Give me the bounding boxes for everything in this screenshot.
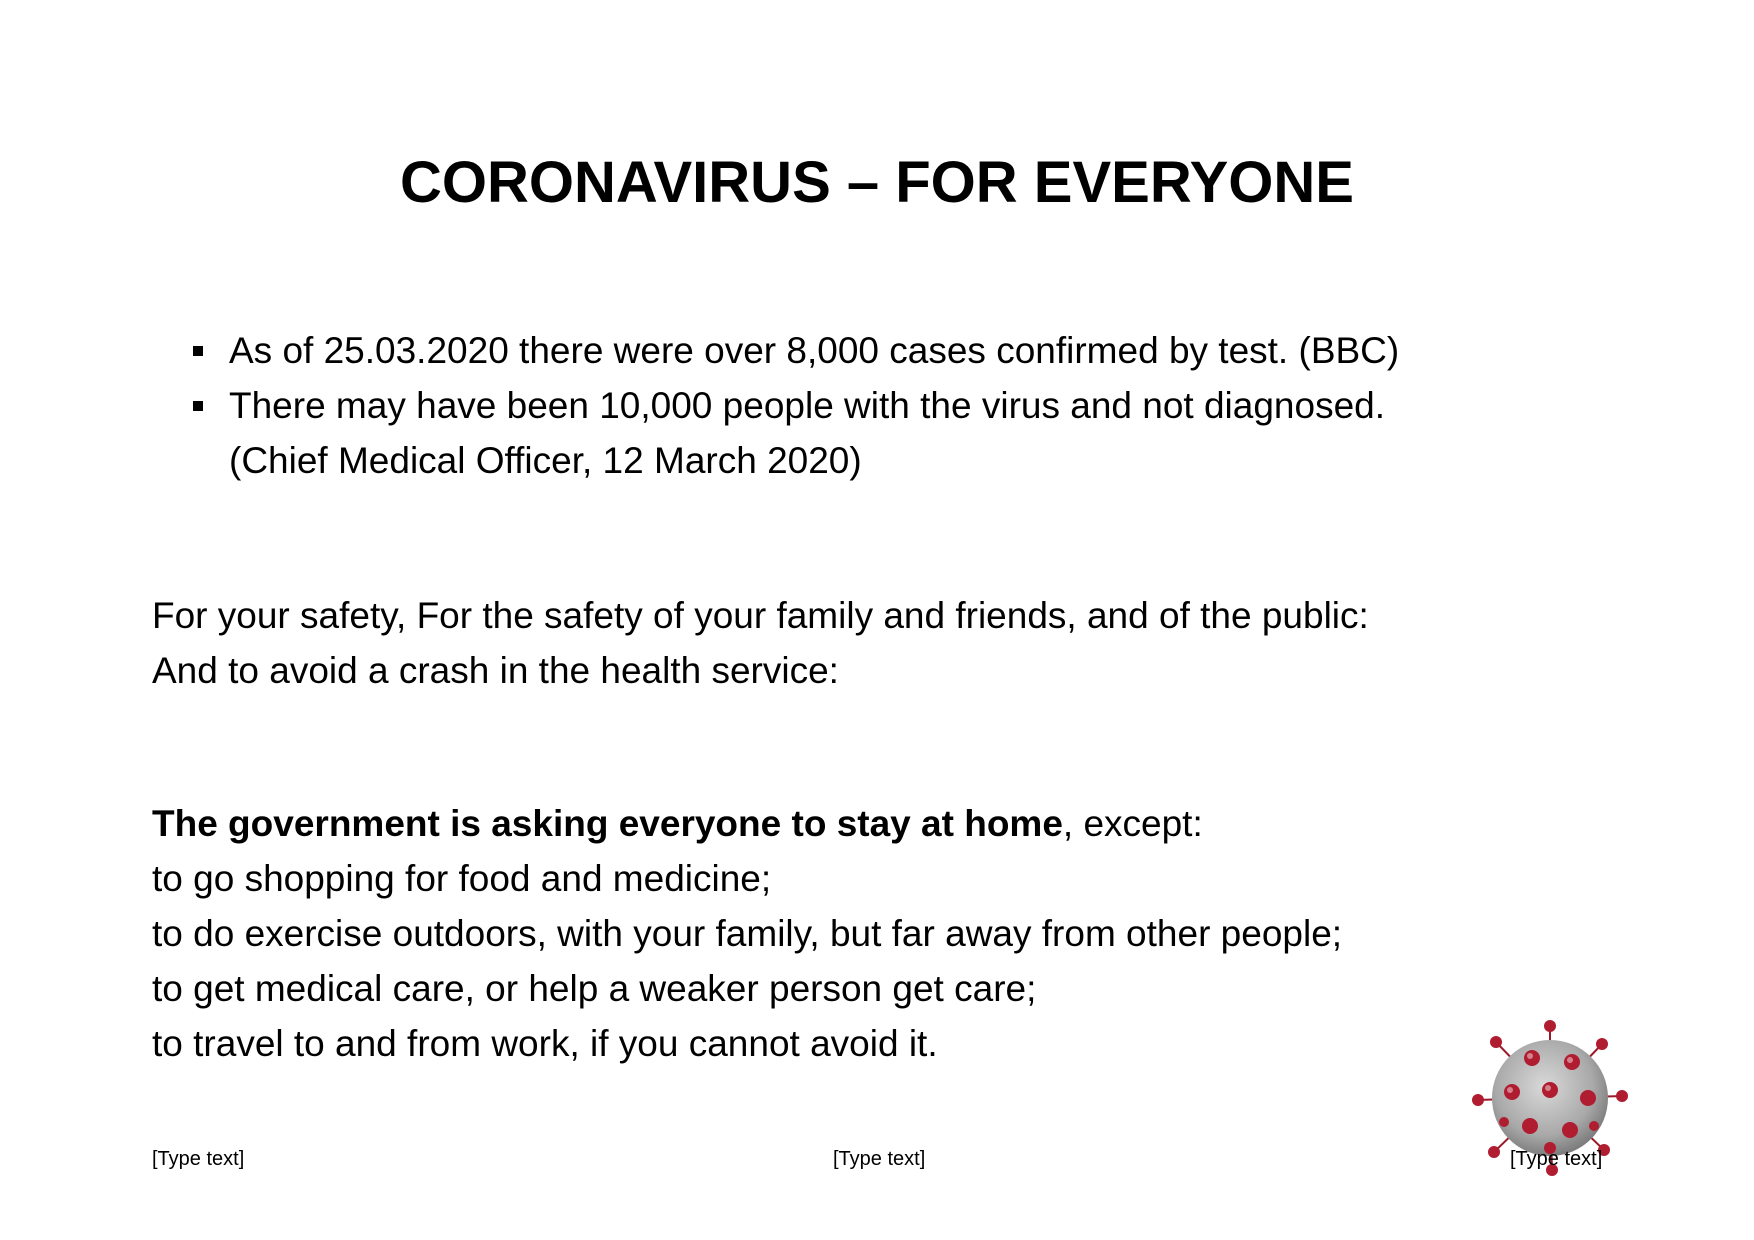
- bullet-continuation-text: (Chief Medical Officer, 12 March 2020): [229, 440, 862, 481]
- bullet-text: There may have been 10,000 people with the virus and not diagnosed.: [229, 385, 1386, 426]
- government-suffix: , except:: [1062, 803, 1203, 844]
- list-item: [193, 323, 1593, 378]
- bullet-list: [193, 323, 1593, 488]
- exception-item: to travel to and from work, if you cannot avoid it.: [152, 1023, 938, 1064]
- government-bold-text: The government is asking everyone to stay at home: [152, 803, 1063, 844]
- bullet-square-icon: [193, 346, 203, 356]
- exception-item: to get medical care, or help a weaker person get care;: [152, 968, 1037, 1009]
- safety-line: For your safety, For the safety of your family and friends, and of the public:: [152, 595, 1369, 636]
- exception-item: to go shopping for food and medicine;: [152, 858, 772, 899]
- government-statement: [152, 796, 1602, 851]
- safety-line: And to avoid a crash in the health service:: [152, 650, 839, 691]
- exception-item: to do exercise outdoors, with your family, but far away from other people;: [152, 913, 1343, 954]
- bullet-square-icon: [193, 401, 203, 411]
- bullet-text: As of 25.03.2020 there were over 8,000 cases confirmed by test. (BBC): [229, 330, 1400, 371]
- list-item: [193, 378, 1593, 488]
- page-title: CORONAVIRUS – FOR EVERYONE: [400, 150, 1354, 215]
- government-paragraph: [152, 796, 1602, 1071]
- footer-right-text: [Type text]: [1510, 1148, 1603, 1170]
- footer-left-text: [Type text]: [152, 1148, 245, 1170]
- footer-center-text: [Type text]: [833, 1148, 926, 1170]
- safety-paragraph: [152, 588, 1602, 698]
